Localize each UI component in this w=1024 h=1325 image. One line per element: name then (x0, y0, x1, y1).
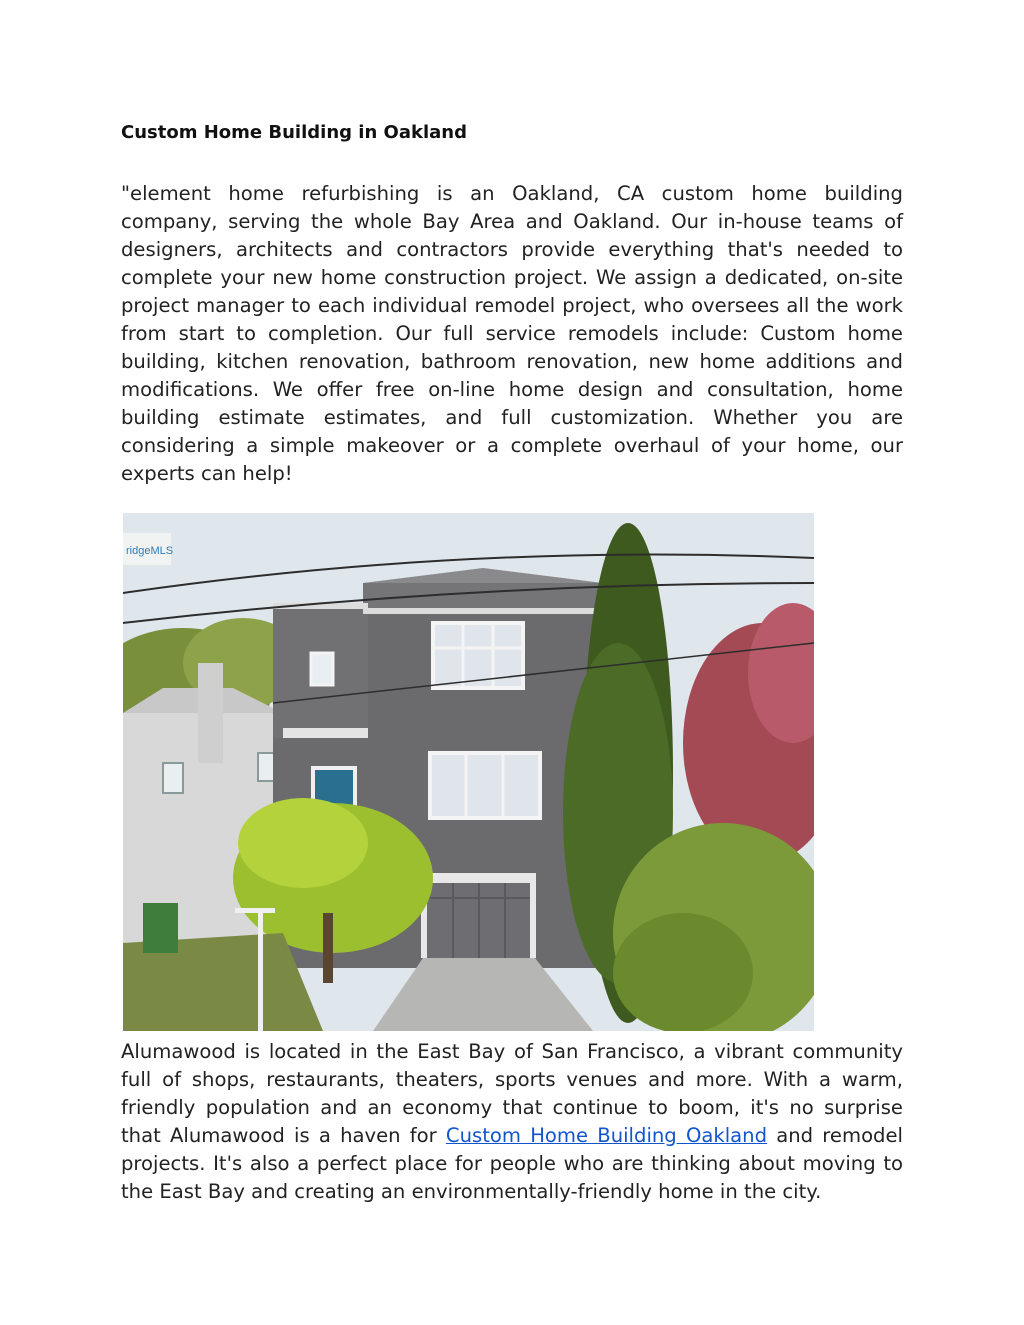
photo-watermark: ridgeMLS (126, 545, 174, 557)
intro-paragraph: "element home refurbishing is an Oakland, CA custom home building company, serving the whole Bay Area and Oakland. Our in-house teams of designers, architects and contractors provide everything that's needed to complete your new home construction project. We assign a dedicated, on-site project manager to each individual remodel project, who oversees all the work from start to completion. Our full service remodels include: Custom home building, kitchen renovation, bathroom renovation, new home additions and modifications. We offer free on-line home design and consultation, home building estimate estimates, and full customization. Whether you are considering a simple makeover or a complete overhaul of your home, our experts can help! (121, 182, 903, 485)
custom-home-building-oakland-link[interactable]: Custom Home Building Oakland (445, 1124, 768, 1147)
closing-text-start: Alumawood is located in the East Bay of San Francisco, a vibrant community full of shops, restaurants, theaters, sports venues and more. With a warm, friendly population and an economy that continue to boom, it's no surprise that Alumawood is a haven for (121, 1040, 903, 1147)
closing-paragraph (121, 1038, 903, 1206)
house-photo (123, 513, 814, 1031)
closing-text-end: and remodel projects. It's also a perfect place for people who are thinking about moving to the East Bay and creating an environmentally-friendly home in the city. (121, 1124, 903, 1203)
page-title: Custom Home Building in Oakland (121, 122, 467, 143)
